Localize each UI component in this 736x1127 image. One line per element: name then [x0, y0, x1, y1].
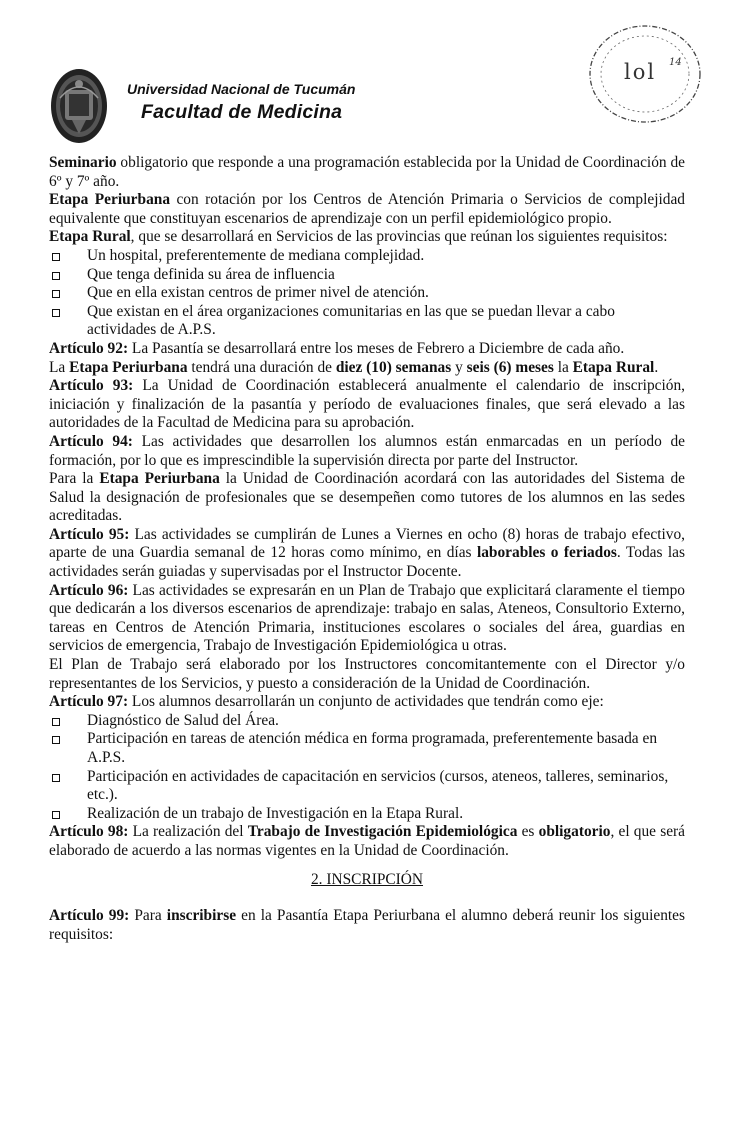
rural-requirements-list: [49, 247, 685, 340]
list-item-text: Participación en tareas de atención médica en forma programada, preferentemente basada en A.P.S.: [87, 730, 658, 766]
article-heading: Artículo 93:: [49, 377, 134, 395]
text: Las actividades que desarrollen los alumnos están enmarcadas en un período de formación, por lo que es imprescindible la supervisión directa por parte del Instructor.: [49, 432, 686, 469]
list-item-text: Realización de un trabajo de Investigación en la Etapa Rural.: [87, 804, 464, 822]
term: Etapa Periurbana: [99, 470, 220, 488]
list-item: [49, 805, 685, 824]
article-heading: Artículo 94:: [49, 432, 133, 450]
checkbox-bullet-icon: [52, 774, 60, 782]
checkbox-bullet-icon: [52, 811, 60, 819]
term: Etapa Rural: [572, 358, 655, 376]
term-seminario: Seminario: [49, 154, 117, 171]
text: Para: [129, 907, 167, 925]
text: Para la: [49, 470, 100, 488]
text: La Pasantía se desarrollará entre los meses de Febrero a Diciembre de cada año.: [128, 339, 625, 357]
term: Trabajo de Investigación Epidemiológica: [247, 823, 518, 841]
list-item-text: Que tenga definida su área de influencia: [87, 265, 335, 283]
text: con rotación por los Centros de Atención Primaria o Servicios de complejidad equivalente que constituyan escenarios de aprendizaje con un perfil epidemiológico propio.: [49, 191, 685, 227]
paragraph-etapa-periurbana: [49, 191, 685, 228]
term: obligatorio: [538, 823, 611, 841]
term: laborables o feriados: [476, 544, 617, 562]
text: tendrá una duración de: [187, 358, 336, 376]
article-heading: Artículo 99:: [49, 907, 130, 925]
text: , el que será elaborado de acuerdo a las normas vigentes en la Unidad de Coordinación.: [49, 823, 685, 859]
paragraph-plan-trabajo: El Plan de Trabajo será elaborado por los Instructores concomitantemente con el Director y/o representantes de los Servicios, y puesto a consideración de la Unidad de Coordinación.: [49, 656, 685, 692]
list-item-text: Que en ella existan centros de primer nivel de atención.: [87, 284, 429, 302]
list-item: [49, 247, 685, 266]
article-heading: Artículo 95:: [49, 525, 130, 543]
paragraph-seminario: [49, 154, 685, 191]
text: La Unidad de Coordinación establecerá anualmente el calendario de inscripción, iniciación y finalización de la pasantía y período de evaluaciones finales, que será elevado a las autoridades de la Facultad de Medicina para su aprobación.: [49, 377, 685, 432]
text: , que se desarrollará en Servicios de las provincias que reúnan los siguientes requisitos:: [130, 228, 668, 246]
text: la Unidad de Coordinación acordará con las autoridades del Sistema de Salud la designación de profesionales que se desempeñen como tutores de los alumnos en las sedes acreditadas.: [49, 470, 685, 525]
list-item: [49, 303, 685, 340]
term: Etapa Periurbana: [69, 358, 188, 376]
checkbox-bullet-icon: [52, 290, 60, 298]
article-99: [49, 907, 685, 944]
text: Las actividades se expresarán en un Plan de Trabajo que explicitará claramente el tiempo que dedicarán a los diversos escenarios de aprendizaje: trabajo en salas, Ateneos, Consultorio Externo, tareas en Centros de Atención Primaria, instituciones escolares o sociales del área, guardias en servicios de emergencia, Trabajo de Investigación Epidemiológica u otras.: [49, 581, 685, 655]
list-item-text: Participación en actividades de capacitación en servicios (cursos, ateneos, talleres, seminarios, etc.).: [87, 767, 669, 804]
text: . Todas las actividades serán guiadas y supervisadas por el Instructor Docente.: [49, 544, 685, 581]
list-item: [49, 768, 685, 805]
term: inscribirse: [166, 907, 237, 925]
university-seal-icon: [50, 68, 108, 144]
text: La: [49, 358, 70, 376]
faculty-name: Facultad de Medicina: [141, 101, 343, 123]
article-heading: Artículo 96:: [49, 581, 129, 599]
paragraph-duration: [49, 359, 685, 378]
list-item: [49, 730, 685, 767]
list-item: [49, 266, 685, 285]
text: Las actividades se cumplirán de Lunes a Viernes en ocho (8) horas de trabajo efectivo, aparte de una Guardia semanal de 12 horas como mínimo, en días: [49, 525, 685, 562]
paragraph-etapa-rural: [49, 228, 685, 247]
text: en la Pasantía Etapa Periurbana el alumno deberá reunir los siguientes requisitos:: [49, 907, 685, 943]
term-etapa-periurbana: Etapa Periurbana: [49, 191, 171, 209]
university-name: Universidad Nacional de Tucumán: [127, 81, 356, 97]
list-item-text: Un hospital, preferentemente de mediana complejidad.: [87, 246, 425, 264]
article-98: [49, 823, 685, 860]
list-item-text: Diagnóstico de Salud del Área.: [87, 711, 279, 729]
list-item: [49, 712, 685, 731]
text: obligatorio que responde a una programación establecida por la Unidad de Coordinación de 6º y 7º año.: [49, 154, 685, 190]
article-92: [49, 340, 685, 359]
article-96: [49, 582, 685, 656]
text: la: [553, 358, 573, 376]
checkbox-bullet-icon: [52, 736, 60, 744]
text: La realización del: [128, 823, 248, 841]
article-94: [49, 433, 685, 470]
text: y: [451, 358, 467, 376]
term: seis (6) meses: [466, 358, 554, 376]
term: diez (10) semanas: [335, 358, 452, 376]
list-item-text: Que existan en el área organizaciones comunitarias en las que se puedan llevar a cabo actividades de A.P.S.: [87, 302, 615, 339]
text: .: [654, 358, 659, 376]
checkbox-bullet-icon: [52, 718, 60, 726]
text: es: [517, 823, 539, 841]
article-97: [49, 693, 685, 712]
checkbox-bullet-icon: [52, 309, 60, 317]
activities-list: [49, 712, 685, 824]
list-item: [49, 284, 685, 303]
checkbox-bullet-icon: [52, 272, 60, 280]
article-heading: Artículo 98:: [49, 823, 129, 841]
article-heading: Artículo 97:: [49, 693, 129, 711]
article-93: [49, 377, 685, 433]
section-title: 2. INSCRIPCIÓN: [310, 870, 424, 888]
article-heading: Artículo 92:: [49, 339, 129, 357]
section-heading-inscripcion: [49, 871, 685, 890]
folio-annotation: 14: [669, 57, 682, 68]
article-95: [49, 526, 685, 582]
paragraph-tutores: [49, 470, 685, 526]
text: Los alumnos desarrollarán un conjunto de actividades que tendrán como eje:: [128, 693, 604, 711]
term-etapa-rural: Etapa Rural: [49, 228, 131, 246]
checkbox-bullet-icon: [52, 253, 60, 261]
document-body: [49, 154, 685, 944]
folio-number: lol: [624, 60, 657, 84]
